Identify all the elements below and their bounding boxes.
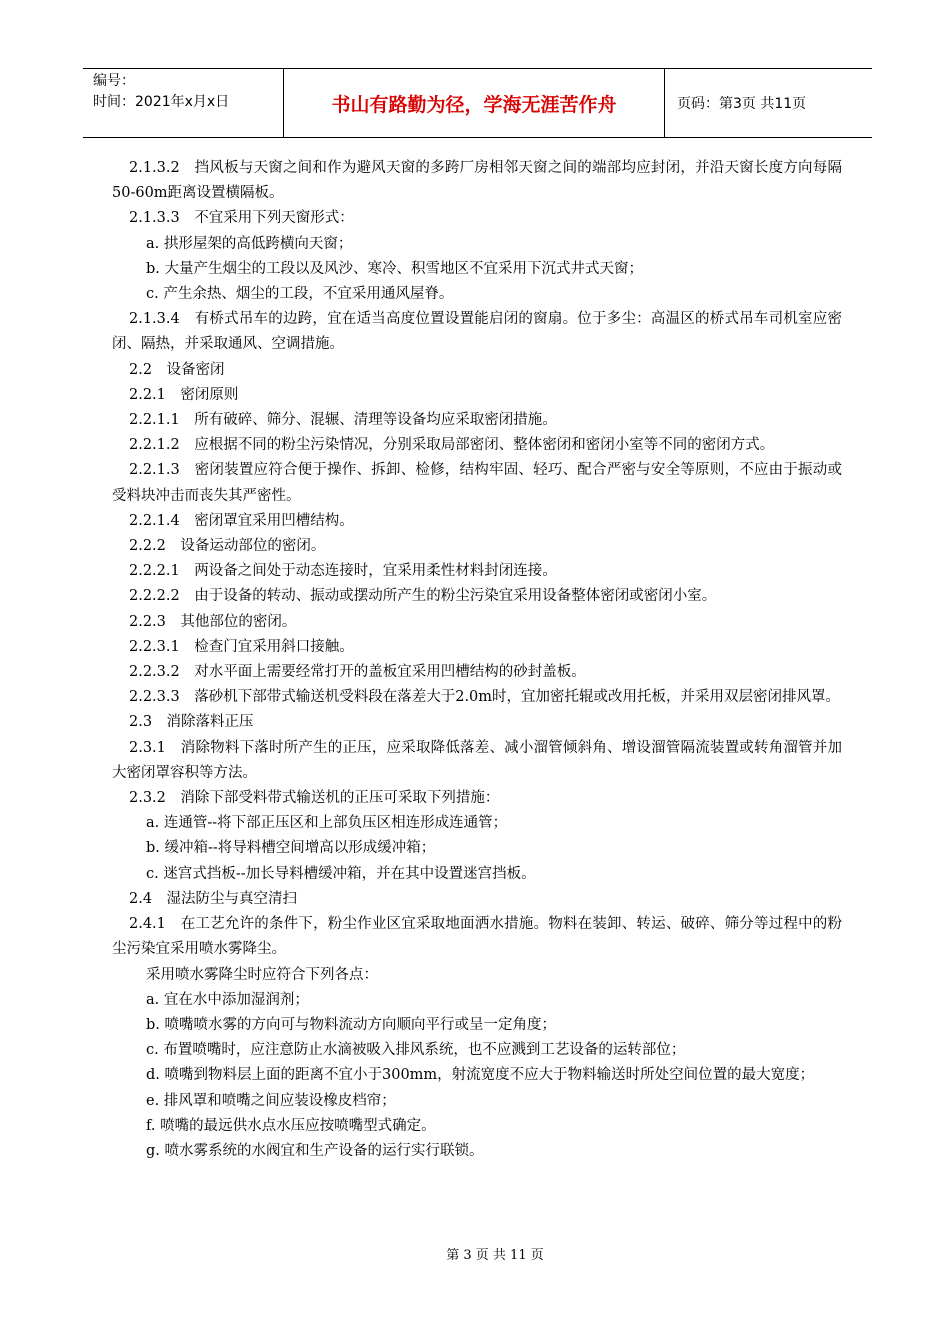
serial-number: 编号： [93, 73, 135, 89]
paragraph: 2.2.3.3 落砂机下部带式输送机受料段在落差大于2.0m时，宜加密托辊或改用托板，并采用双层密闭排风罩。 [129, 689, 841, 706]
paragraph: 2.2.2.2 由于设备的转动、振动或摆动所产生的粉尘污染宜采用设备整体密闭或密闭小室。 [129, 588, 717, 605]
paragraph: a. 连通管--将下部正压区和上部负压区相连形成连通管； [146, 815, 508, 832]
paragraph: 2.4.1 在工艺允许的条件下，粉尘作业区宜采取地面洒水措施。物料在装卸、转运、破碎、筛分等过程中的粉尘污染宜采用喷水雾降尘。 [112, 916, 842, 958]
paragraph: 2.2.2.1 两设备之间处于动态连接时，宜采用柔性材料封闭连接。 [129, 563, 557, 580]
header-page-number: 页码：第3页 共11页 [677, 96, 807, 112]
paragraph: 2.2.1.4 密闭罩宜采用凹槽结构。 [129, 512, 354, 529]
paragraph: c. 布置喷嘴时，应注意防止水滴被吸入排风系统，也不应溅到工艺设备的运转部位； [146, 1042, 686, 1059]
document-time: 时间：2021年x月x日 [93, 94, 230, 110]
paragraph: g. 喷水雾系统的水阀宜和生产设备的运行实行联锁。 [146, 1142, 484, 1159]
paragraph: b. 喷嘴喷水雾的方向可与物料流动方向顺向平行或呈一定角度； [146, 1016, 556, 1033]
paragraph: e. 排风罩和喷嘴之间应装设橡皮档帘； [146, 1092, 396, 1109]
paragraph: a. 宜在水中添加湿润剂； [146, 991, 309, 1008]
paragraph: 2.3 消除落料正压 [129, 714, 254, 731]
paragraph: 2.3.2 消除下部受料带式输送机的正压可采取下列措施： [129, 790, 500, 807]
paragraph: 2.2.3 其他部位的密闭。 [129, 613, 297, 630]
paragraph: 2.2.1 密闭原则 [129, 386, 239, 403]
page-footer: 第 3 页 共 11 页 [446, 1248, 544, 1263]
paragraph: 2.2 设备密闭 [129, 361, 225, 378]
paragraph: 2.2.1.3 密闭装置应符合便于操作、拆卸、检修，结构牢固、轻巧、配合严密与安全等原则，不应由于振动或受料块冲击而丧失其严密性。 [112, 462, 842, 504]
paragraph: 2.2.2 设备运动部位的密闭。 [129, 538, 326, 555]
paragraph: b. 大量产生烟尘的工段以及风沙、寒冷、积雪地区不宜采用下沉式井式天窗； [146, 260, 643, 277]
header-motto: 书山有路勤为径，学海无涯苦作舟 [284, 69, 665, 137]
paragraph: 2.2.1.1 所有破碎、筛分、混辗、清理等设备均应采取密闭措施。 [129, 412, 557, 429]
paragraph: 2.2.3.2 对水平面上需要经常打开的盖板宜采用凹槽结构的砂封盖板。 [129, 664, 586, 681]
paragraph: 2.1.3.2 挡风板与天窗之间和作为避风天窗的多跨厂房相邻天窗之间的端部均应封闭，并沿天窗长度方向每隔50-60m距离设置横隔板。 [112, 160, 842, 202]
header-meta [83, 69, 284, 137]
paragraph: 2.1.3.4 有桥式吊车的边跨，宜在适当高度位置设置能启闭的窗扇。位于多尘：高温区的桥式吊车司机室应密闭、隔热，并采取通风、空调措施。 [112, 311, 842, 353]
paragraph: 2.1.3.3 不宜采用下列天窗形式： [129, 210, 354, 227]
paragraph: b. 缓冲箱--将导料槽空间增高以形成缓冲箱； [146, 840, 436, 857]
page-header [83, 68, 872, 138]
paragraph: d. 喷嘴到物料层上面的距离不宜小于300mm，射流宽度不应大于物料输送时所处空间位置的最大宽度； [146, 1067, 815, 1084]
document-body [112, 156, 842, 1164]
paragraph: c. 产生余热、烟尘的工段，不宜采用通风屋脊。 [146, 286, 454, 303]
paragraph: a. 拱形屋架的高低跨横向天窗； [146, 235, 353, 252]
paragraph: c. 迷宫式挡板--加长导料槽缓冲箱，并在其中设置迷宫挡板。 [146, 865, 536, 882]
paragraph: 2.4 湿法防尘与真空清扫 [129, 890, 298, 907]
paragraph: 采用喷水雾降尘时应符合下列各点： [146, 966, 378, 983]
paragraph: 2.3.1 消除物料下落时所产生的正压，应采取降低落差、减小溜管倾斜角、增设溜管隔流装置或转角溜管并加大密闭罩容积等方法。 [112, 739, 842, 781]
paragraph: 2.2.1.2 应根据不同的粉尘污染情况，分别采取局部密闭、整体密闭和密闭小室等不同的密闭方式。 [129, 437, 775, 454]
paragraph: 2.2.3.1 检查门宜采用斜口接触。 [129, 638, 354, 655]
paragraph: f. 喷嘴的最远供水点水压应按喷嘴型式确定。 [146, 1117, 436, 1134]
